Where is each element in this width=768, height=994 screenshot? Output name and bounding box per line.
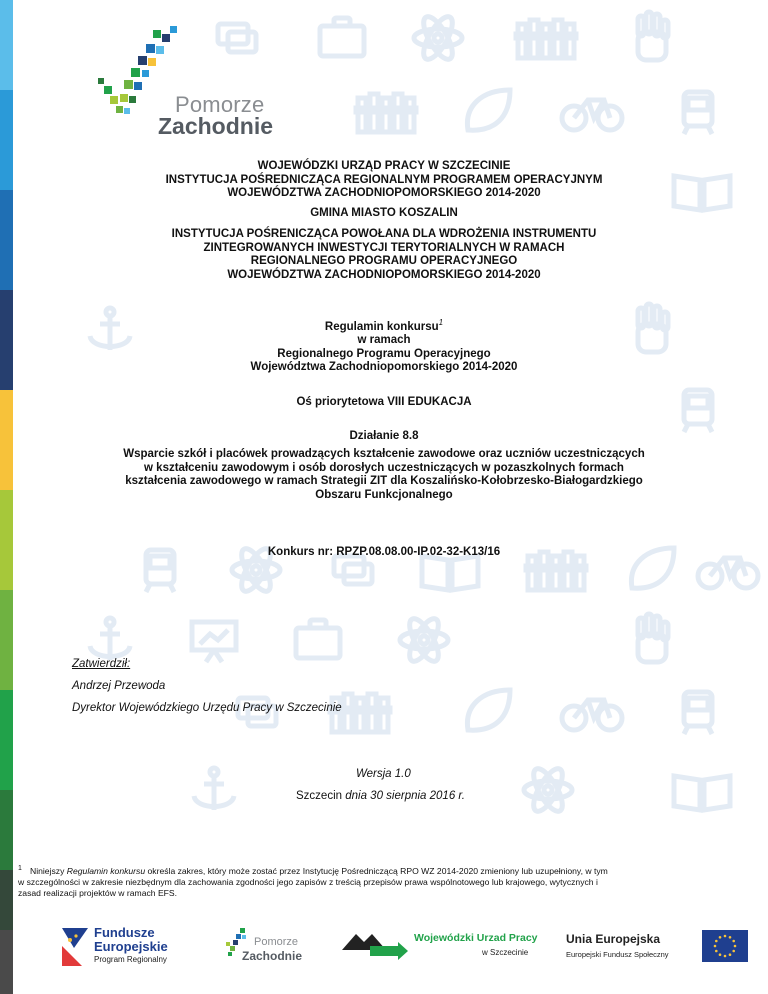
title-line: Regionalnego Programu Operacyjnego: [277, 347, 491, 360]
approver-name: Andrzej Przewoda: [72, 680, 166, 692]
wup-line2: w Szczecinie: [482, 948, 529, 957]
priority-axis: [20, 396, 748, 410]
measure-line: w kształceniu zawodowym i osób dorosłych uczestniczących w pozaszkolnych formach: [144, 461, 624, 474]
wup-line1: Wojewódzki Urzad Pracy: [414, 932, 538, 944]
org-line: REGIONALNEGO PROGRAMU OPERACYJNEGO: [250, 255, 518, 267]
measure-line: Obszaru Funkcjonalnego: [315, 488, 453, 501]
approver-role: Dyrektor Wojewódzkiego Urzędu Pracy w Szczecinie: [72, 702, 342, 714]
org-block-wup: [20, 160, 748, 201]
measure-line: kształcenia zawodowego w ramach Strategii ZIT dla Koszalińsko-Kołobrzesko-Białogardzkiego: [125, 475, 643, 487]
eu-flag-icon: [702, 930, 748, 962]
footnote-mark: 1: [18, 865, 22, 872]
wup-logo: [342, 930, 542, 966]
footnote-italic: Regulamin konkursu: [66, 866, 146, 876]
pz-line1: Pomorze: [254, 936, 299, 948]
logo-text-zachodnie: Zachodnie: [158, 113, 274, 139]
footnote-pre: Niniejszy: [30, 866, 65, 876]
measure-heading: [20, 430, 748, 444]
org-line: WOJEWÓDZTWA ZACHODNIOPOMORSKIEGO 2014-2020: [227, 268, 541, 281]
org-line: GMINA MIASTO KOSZALIN: [310, 207, 458, 219]
place: Szczecin: [296, 790, 343, 802]
title-line: Regulamin konkursu: [324, 320, 439, 333]
title-line: Województwa Zachodniopomorskiego 2014-2020: [250, 361, 518, 374]
priority-axis-text: Oś priorytetowa VIII EDUKACJA: [296, 396, 472, 408]
contest-number: [20, 546, 748, 560]
measure-heading-text: Działanie 8.8: [349, 430, 419, 442]
measure-line: Wsparcie szkół i placówek prowadzących kształcenie zawodowe oraz uczniów uczestniczących: [123, 448, 645, 460]
title-line: w ramach: [357, 334, 411, 347]
date: dnia 30 sierpnia 2016 r.: [345, 790, 466, 802]
org-line: INSTYTUCJA POŚREDNICZĄCA REGIONALNYM PROGRAMEM OPERACYJNYM: [165, 173, 603, 186]
fe-line3: Program Regionalny: [94, 955, 167, 964]
logo-text-pomorze: Pomorze: [175, 92, 265, 117]
contest-number-text: Konkurs nr: RPZP.08.08.00-IP.02-32-K13/16: [267, 546, 501, 558]
footnote-line2: w szczególności w zakresie niezbędnym dla zachowania zgodności jego zapisów z treścią przepisów prawa wspólnotowego lub krajowego, wytycznych i: [18, 877, 598, 887]
org-block-koszalin: [20, 207, 748, 221]
measure-description: [20, 448, 748, 502]
ue-line2: Europejski Fundusz Społeczny: [566, 950, 669, 959]
org-line: ZINTEGROWANYCH INWESTYCJI TERYTORIALNYCH W RAMACH: [203, 241, 565, 254]
fe-line1: Fundusze: [94, 925, 155, 940]
pomorze-zachodnie-small-logo: [222, 926, 322, 968]
document-title: [20, 316, 748, 375]
fundusze-europejskie-logo: [60, 926, 210, 968]
fe-emblem-icon: [60, 926, 92, 966]
org-line: INSTYTUCJA POŚRENICZĄCA POWOŁANA DLA WDROŻENIA INSTRUMENTU: [171, 228, 597, 240]
footnote-line1: określa zakres, który może zostać przez Instytucję Pośredniczącą RPO WZ 2014-2020 zmieniony lub uzupełniony, w tym: [147, 866, 608, 876]
pz-line2: Zachodnie: [242, 949, 303, 963]
footnote: [18, 866, 758, 899]
title-footnote-mark: 1: [438, 318, 444, 327]
org-block-zit: [20, 228, 748, 282]
org-line: WOJEWÓDZTWA ZACHODNIOPOMORSKIEGO 2014-2020: [227, 187, 541, 199]
footnote-line3: zasad realizacji projektów w ramach EFS.: [18, 888, 178, 898]
approval-label: Zatwierdził:: [72, 658, 131, 670]
org-line: WOJEWÓDZKI URZĄD PRACY W SZCZECINIE: [257, 160, 511, 172]
unia-europejska-logo: [566, 930, 752, 970]
version: Wersja 1.0: [356, 768, 411, 780]
wup-arrow-icon: [342, 930, 410, 962]
ue-line1: Unia Europejska: [566, 932, 661, 946]
fe-line2: Europejskie: [94, 939, 168, 954]
place-date: [296, 790, 465, 802]
